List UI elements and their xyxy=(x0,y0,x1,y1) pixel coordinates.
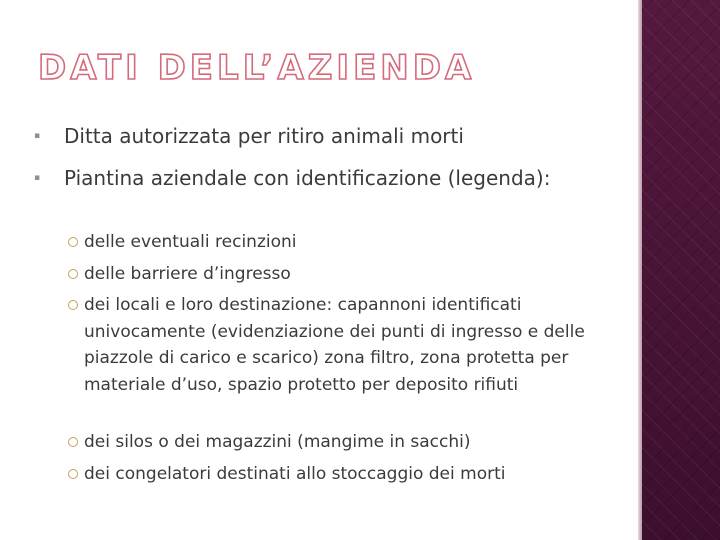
sub-bullet-text: delle eventuali recinzioni xyxy=(84,232,297,252)
bullet-text: Piantina aziendale con identificazione (legenda): xyxy=(64,166,551,190)
bullet-marker-icon: ▪ xyxy=(34,131,41,141)
slide-title: DATI DELL’AZIENDA xyxy=(38,48,476,88)
sub-bullet-text: delle barriere d’ingresso xyxy=(84,264,291,284)
sub-bullet-text: dei silos o dei magazzini (mangime in sacchi) xyxy=(84,432,471,452)
circle-bullet-icon xyxy=(68,300,78,310)
circle-bullet-icon xyxy=(68,237,78,247)
sub-bullet-item xyxy=(68,461,593,488)
circle-bullet-icon xyxy=(68,469,78,479)
bullet-item xyxy=(34,121,594,151)
decorative-side-panel xyxy=(642,0,720,540)
sub-bullet-item xyxy=(68,229,593,256)
bullet-item xyxy=(34,163,594,193)
bullet-marker-icon: ▪ xyxy=(34,173,41,183)
sub-bullet-item xyxy=(68,261,593,288)
circle-bullet-icon xyxy=(68,437,78,447)
sub-bullet-text: dei locali e loro destinazione: capannoni identificati univocamente (evidenziazione dei punti di ingresso e delle piazzole di carico e scarico) zona filtro, zona protetta per materiale d’uso, spazio protetto per deposito rifiuti xyxy=(84,295,585,395)
circle-bullet-icon xyxy=(68,269,78,279)
sub-bullet-item xyxy=(68,429,593,456)
bullet-text: Ditta autorizzata per ritiro animali morti xyxy=(64,124,464,148)
sub-bullet-text: dei congelatori destinati allo stoccaggio dei morti xyxy=(84,464,506,484)
sub-bullet-item xyxy=(68,292,593,398)
